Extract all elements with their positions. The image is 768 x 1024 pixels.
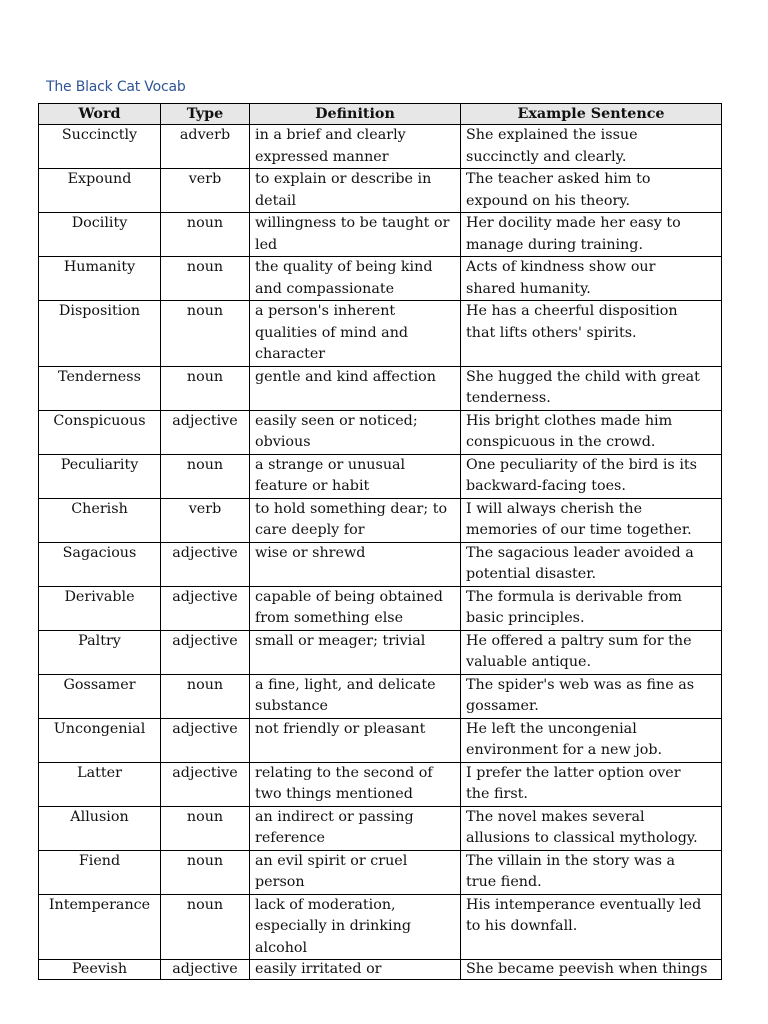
type-cell: noun (161, 850, 250, 894)
table-row (39, 366, 722, 410)
example-cell: He left the uncongenial environment for a new job. (461, 718, 722, 762)
word-cell: Cherish (39, 498, 161, 542)
definition-cell: small or meager; trivial (250, 630, 461, 674)
definition-cell: easily irritated or (250, 960, 461, 980)
definition-cell: the quality of being kind and compassionate (250, 257, 461, 301)
header-row (39, 104, 722, 125)
type-cell: verb (161, 498, 250, 542)
vocab-table (38, 103, 722, 980)
type-cell: adjective (161, 410, 250, 454)
type-cell: noun (161, 366, 250, 410)
type-cell: adjective (161, 718, 250, 762)
table-row (39, 850, 722, 894)
example-cell: The villain in the story was a true fiend. (461, 850, 722, 894)
header-word: Word (39, 104, 161, 125)
definition-cell: wise or shrewd (250, 542, 461, 586)
type-cell: adjective (161, 630, 250, 674)
example-cell: The formula is derivable from basic principles. (461, 586, 722, 630)
definition-cell: an indirect or passing reference (250, 806, 461, 850)
definition-cell: an evil spirit or cruel person (250, 850, 461, 894)
type-cell: noun (161, 301, 250, 367)
table-body (39, 125, 722, 980)
document-title: The Black Cat Vocab (46, 79, 186, 95)
table-row (39, 498, 722, 542)
word-cell: Latter (39, 762, 161, 806)
table-row (39, 630, 722, 674)
word-cell: Derivable (39, 586, 161, 630)
table-row (39, 125, 722, 169)
table-row (39, 674, 722, 718)
table-row (39, 542, 722, 586)
word-cell: Peculiarity (39, 454, 161, 498)
table-row (39, 169, 722, 213)
type-cell: noun (161, 806, 250, 850)
example-cell: I will always cherish the memories of our time together. (461, 498, 722, 542)
type-cell: noun (161, 257, 250, 301)
header-type: Type (161, 104, 250, 125)
table-row (39, 301, 722, 367)
type-cell: verb (161, 169, 250, 213)
type-cell: adverb (161, 125, 250, 169)
definition-cell: not friendly or pleasant (250, 718, 461, 762)
definition-cell: to explain or describe in detail (250, 169, 461, 213)
example-cell: Her docility made her easy to manage during training. (461, 213, 722, 257)
word-cell: Paltry (39, 630, 161, 674)
example-cell: One peculiarity of the bird is its backward-facing toes. (461, 454, 722, 498)
word-cell: Conspicuous (39, 410, 161, 454)
definition-cell: a fine, light, and delicate substance (250, 674, 461, 718)
word-cell: Tenderness (39, 366, 161, 410)
word-cell: Docility (39, 213, 161, 257)
type-cell: adjective (161, 762, 250, 806)
example-cell: His bright clothes made him conspicuous in the crowd. (461, 410, 722, 454)
definition-cell: capable of being obtained from something else (250, 586, 461, 630)
type-cell: adjective (161, 542, 250, 586)
word-cell: Expound (39, 169, 161, 213)
word-cell: Humanity (39, 257, 161, 301)
example-cell: His intemperance eventually led to his downfall. (461, 894, 722, 960)
word-cell: Fiend (39, 850, 161, 894)
example-cell: He has a cheerful disposition that lifts others' spirits. (461, 301, 722, 367)
header-definition: Definition (250, 104, 461, 125)
type-cell: noun (161, 454, 250, 498)
example-cell: She hugged the child with great tenderness. (461, 366, 722, 410)
word-cell: Gossamer (39, 674, 161, 718)
table-row (39, 718, 722, 762)
table-row (39, 213, 722, 257)
type-cell: adjective (161, 586, 250, 630)
table-row (39, 762, 722, 806)
table-row (39, 454, 722, 498)
type-cell: adjective (161, 960, 250, 980)
definition-cell: lack of moderation, especially in drinking alcohol (250, 894, 461, 960)
type-cell: noun (161, 213, 250, 257)
word-cell: Allusion (39, 806, 161, 850)
table-row (39, 894, 722, 960)
word-cell: Succinctly (39, 125, 161, 169)
example-cell: The novel makes several allusions to classical mythology. (461, 806, 722, 850)
example-cell: The sagacious leader avoided a potential disaster. (461, 542, 722, 586)
example-cell: I prefer the latter option over the first. (461, 762, 722, 806)
word-cell: Disposition (39, 301, 161, 367)
definition-cell: a strange or unusual feature or habit (250, 454, 461, 498)
table-row (39, 257, 722, 301)
word-cell: Intemperance (39, 894, 161, 960)
table-row (39, 586, 722, 630)
type-cell: noun (161, 674, 250, 718)
example-cell: She became peevish when things (461, 960, 722, 980)
word-cell: Sagacious (39, 542, 161, 586)
word-cell: Peevish (39, 960, 161, 980)
definition-cell: to hold something dear; to care deeply for (250, 498, 461, 542)
type-cell: noun (161, 894, 250, 960)
example-cell: The spider's web was as fine as gossamer. (461, 674, 722, 718)
definition-cell: in a brief and clearly expressed manner (250, 125, 461, 169)
table-row (39, 806, 722, 850)
example-cell: The teacher asked him to expound on his theory. (461, 169, 722, 213)
example-cell: Acts of kindness show our shared humanity. (461, 257, 722, 301)
definition-cell: gentle and kind affection (250, 366, 461, 410)
definition-cell: easily seen or noticed; obvious (250, 410, 461, 454)
definition-cell: willingness to be taught or led (250, 213, 461, 257)
word-cell: Uncongenial (39, 718, 161, 762)
table-row (39, 960, 722, 980)
table-header (39, 104, 722, 125)
definition-cell: a person's inherent qualities of mind and character (250, 301, 461, 367)
definition-cell: relating to the second of two things mentioned (250, 762, 461, 806)
example-cell: She explained the issue succinctly and clearly. (461, 125, 722, 169)
header-example: Example Sentence (461, 104, 722, 125)
table-row (39, 410, 722, 454)
example-cell: He offered a paltry sum for the valuable antique. (461, 630, 722, 674)
